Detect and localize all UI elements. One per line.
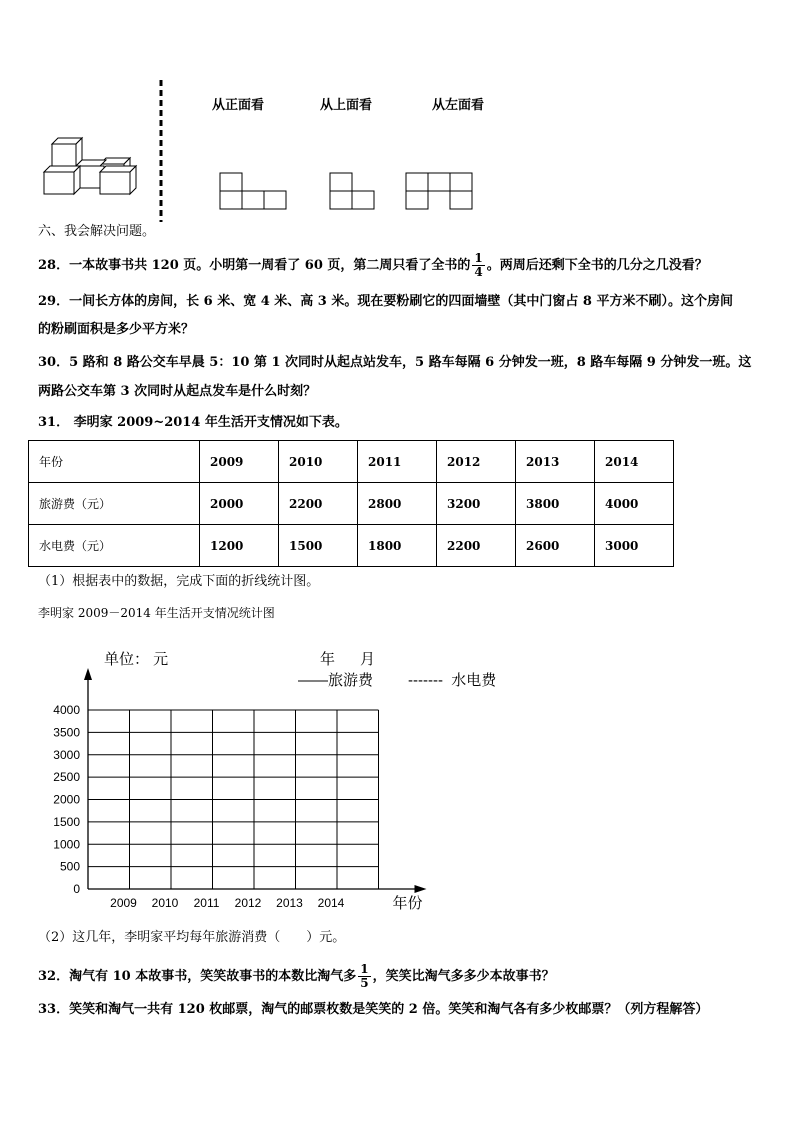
table-cell: 1200 <box>200 525 279 567</box>
q29-line2: 的粉刷面积是多少平方米？ <box>38 322 195 337</box>
q28-text-after: 。两周后还剩下全书的几分之几没看？ <box>486 258 708 273</box>
table-cell: 旅游费（元） <box>29 483 200 525</box>
q31-part2: （2）这几年，李明家平均每年旅游消费（ ）元。 <box>38 930 346 945</box>
table-cell: 2600 <box>516 525 595 567</box>
table-cell: 年份 <box>29 441 200 483</box>
y-tick-label: 1000 <box>53 837 80 852</box>
top-view-label: 从上面看 <box>320 98 373 113</box>
table-cell: 2014 <box>595 441 674 483</box>
table-cell: 2013 <box>516 441 595 483</box>
q30-line1: 30．5 路和 8 路公交车早晨 5：10 第 1 次同时从起点站发车，5 路车每隔 6 分钟发一班，8 路车每隔 9 分钟发一班。这 <box>38 355 752 370</box>
table-cell: 2800 <box>358 483 437 525</box>
table-cell: 1500 <box>279 525 358 567</box>
question-28 <box>38 252 708 279</box>
x-tick-label: 2013 <box>276 896 303 910</box>
x-axis-label: 年份 <box>392 895 423 912</box>
question-32 <box>38 963 555 990</box>
q30-line2: 两路公交车第 3 次同时从起点发车是什么时刻？ <box>38 384 317 399</box>
left-view-grid <box>405 172 475 212</box>
q33-text: 33．笑笑和淘气一共有 120 枚邮票，淘气的邮票枚数是笑笑的 2 倍。笑笑和淘气各有多少枚邮票？（列方程解答） <box>38 1002 709 1017</box>
x-axis-arrow <box>415 885 427 893</box>
expense-table <box>28 440 674 567</box>
table-cell: 2000 <box>200 483 279 525</box>
x-tick-label: 2009 <box>110 896 137 910</box>
chart-date-label: 年 月 <box>320 651 376 668</box>
left-view-label: 从左面看 <box>432 98 485 113</box>
q32-frac-den: 5 <box>360 976 369 990</box>
q28-frac-num: 1 <box>474 251 483 265</box>
front-view-grid <box>219 172 289 212</box>
table-cell: 3200 <box>437 483 516 525</box>
y-tick-label: 2500 <box>53 770 80 785</box>
table-row <box>29 525 674 567</box>
table-cell: 4000 <box>595 483 674 525</box>
y-tick-label: 0 <box>73 882 80 896</box>
top-view-grid <box>329 172 377 212</box>
q28-frac-den: 4 <box>474 265 483 279</box>
q32-frac-num: 1 <box>360 962 369 976</box>
q29-line1: 29．一间长方体的房间，长 6 米、宽 4 米、高 3 米。现在要粉刷它的四面墙壁（其中门窗占 8 平方米不刷）。这个房间 <box>38 294 733 309</box>
chart-legend-travel: ——旅游费 <box>298 672 374 689</box>
chart-unit-label: 单位： 元 <box>104 651 169 668</box>
x-tick-label: 2014 <box>317 896 345 910</box>
dashed-separator <box>158 80 164 222</box>
y-tick-label: 3500 <box>53 725 80 740</box>
q31-intro: 31． 李明家 2009~2014 年生活开支情况如下表。 <box>38 415 348 430</box>
table-cell: 2200 <box>279 483 358 525</box>
y-axis-arrow <box>84 668 92 680</box>
y-tick-label: 2000 <box>53 792 80 807</box>
q32-text-after: ，笑笑比淘气多多少本故事书？ <box>372 969 555 984</box>
table-cell: 2009 <box>200 441 279 483</box>
table-cell: 2200 <box>437 525 516 567</box>
y-tick-label: 3000 <box>53 747 80 762</box>
section-6-title: 六、我会解决问题。 <box>38 224 156 239</box>
table-cell: 3000 <box>595 525 674 567</box>
q28-text-before: 28．一本故事书共 120 页。小明第一周看了 60 页，第二周只看了全书的 <box>38 258 471 273</box>
q28-fraction <box>472 252 484 279</box>
y-tick-label: 1500 <box>53 814 80 829</box>
q32-text-before: 32．淘气有 10 本故事书，笑笑故事书的本数比淘气多 <box>38 969 357 984</box>
x-tick-label: 2012 <box>234 896 262 910</box>
table-cell: 水电费（元） <box>29 525 200 567</box>
table-cell: 2011 <box>358 441 437 483</box>
table-cell: 2010 <box>279 441 358 483</box>
cube-stack-figure <box>38 136 143 198</box>
table-row <box>29 483 674 525</box>
q31-part1: （1）根据表中的数据，完成下面的折线统计图。 <box>38 574 320 589</box>
table-cell: 1800 <box>358 525 437 567</box>
x-tick-label: 2010 <box>151 896 179 910</box>
table-cell: 2012 <box>437 441 516 483</box>
chart-legend-utility: ------- 水电费 <box>408 672 497 689</box>
x-tick-label: 2011 <box>193 896 220 910</box>
line-chart <box>40 660 440 920</box>
chart-title: 李明家 2009－2014 年生活开支情况统计图 <box>38 606 275 620</box>
y-tick-label: 500 <box>59 859 80 874</box>
front-view-label: 从正面看 <box>212 98 265 113</box>
q32-fraction <box>358 963 370 990</box>
y-tick-label: 4000 <box>53 703 80 717</box>
table-cell: 3800 <box>516 483 595 525</box>
table-header-row <box>29 441 674 483</box>
